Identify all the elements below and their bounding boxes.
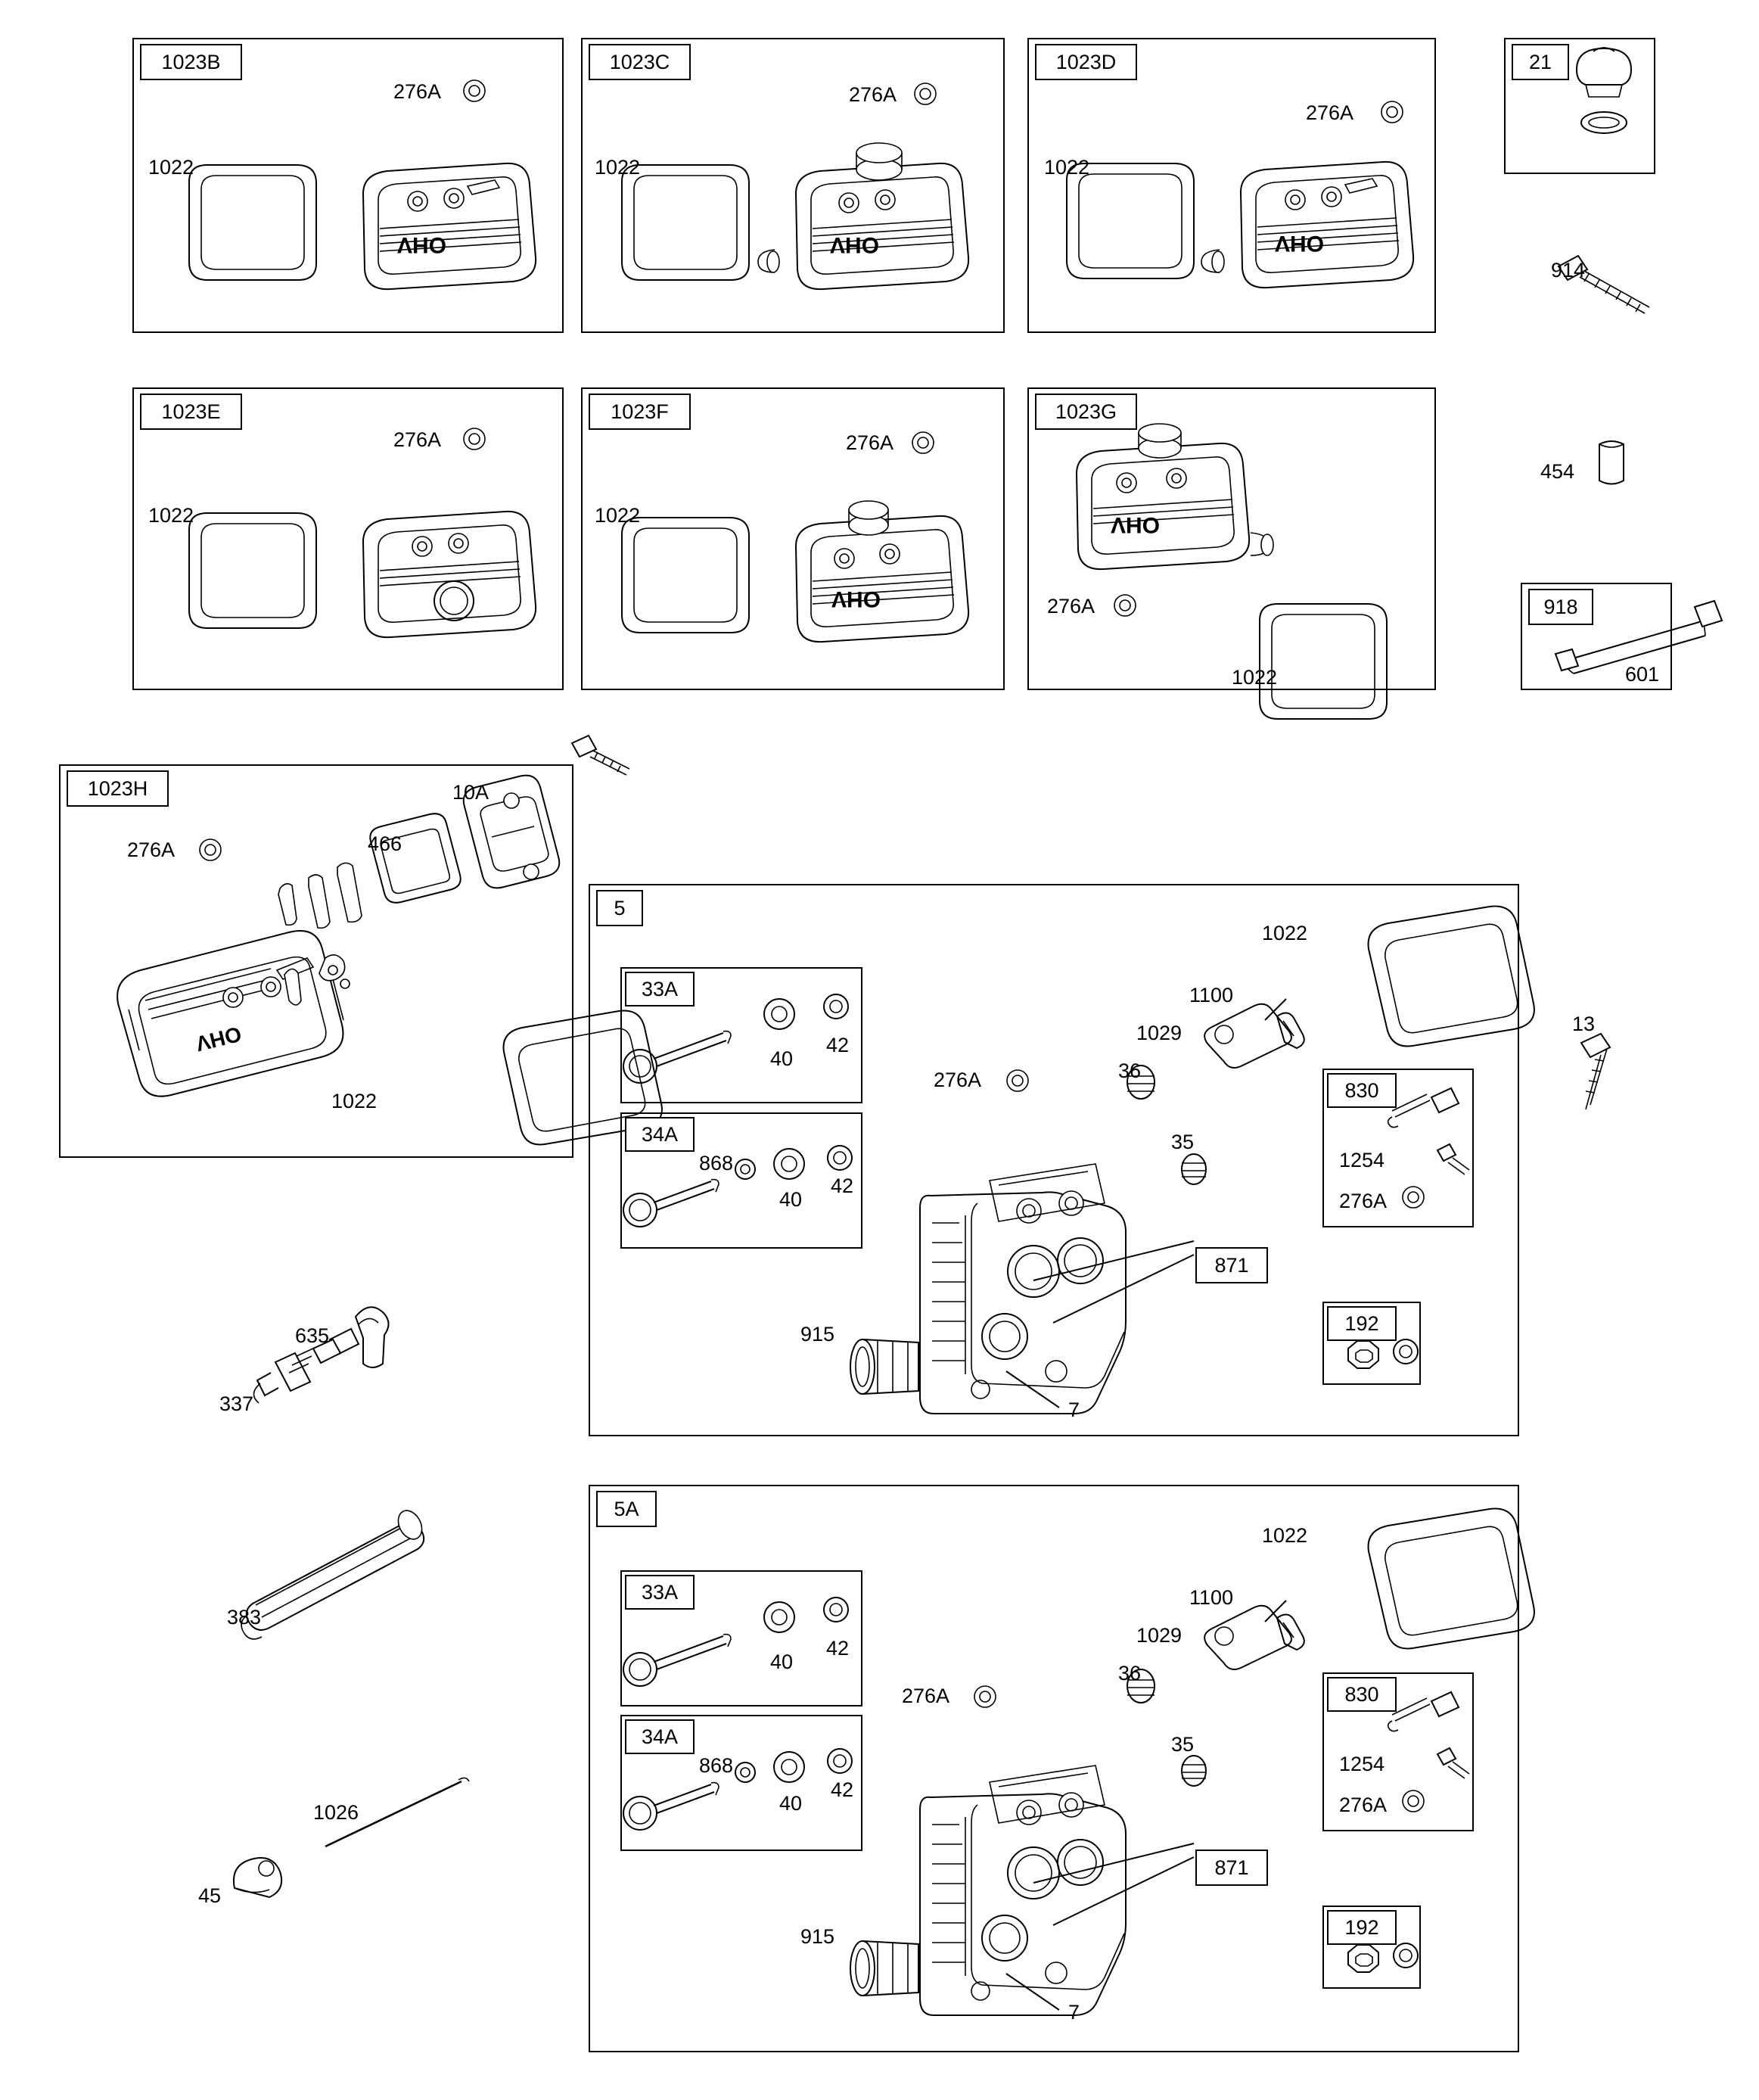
label-1254-p5: 1254 <box>1339 1149 1385 1171</box>
tag-871-p5A: 871 <box>1195 1850 1268 1886</box>
tag-192-p5: 192 <box>1327 1306 1397 1341</box>
tag-1023G: 1023G <box>1035 394 1137 430</box>
panel-1023E <box>132 387 564 690</box>
tag-1023B: 1023B <box>140 44 242 80</box>
tag-1023F: 1023F <box>589 394 691 430</box>
label-276A-1023D: 276A <box>1306 101 1354 124</box>
svg-text:OHV: OHV <box>1274 231 1324 256</box>
label-1022-1023H: 1022 <box>331 1090 378 1112</box>
panel-1023C <box>581 38 1005 333</box>
tag-871-p5: 871 <box>1195 1247 1268 1283</box>
label-1022-1023D: 1022 <box>1044 156 1090 179</box>
label-1022-1023C: 1022 <box>595 156 641 179</box>
label-13: 13 <box>1572 1013 1596 1035</box>
label-45: 45 <box>198 1884 222 1907</box>
label-1022-p5A: 1022 <box>1262 1524 1308 1547</box>
label-276A-1023C: 276A <box>849 83 897 106</box>
svg-text:OHV: OHV <box>829 232 879 257</box>
tag-5A: 5A <box>596 1491 657 1527</box>
label-337: 337 <box>219 1392 254 1415</box>
panel-1023H <box>59 764 573 1158</box>
label-276A-p5A: 276A <box>902 1685 950 1707</box>
svg-text:OHV: OHV <box>193 1022 244 1056</box>
label-1029-p5: 1029 <box>1136 1022 1183 1044</box>
label-915-p5: 915 <box>800 1323 835 1346</box>
label-868-34A-p5A: 868 <box>699 1754 734 1777</box>
tag-830-p5: 830 <box>1327 1073 1397 1108</box>
tag-34A-p5: 34A <box>625 1117 695 1152</box>
label-42-33A-p5: 42 <box>826 1034 850 1056</box>
label-466: 466 <box>368 832 402 855</box>
label-1022-p5: 1022 <box>1262 922 1308 944</box>
label-1029-p5A: 1029 <box>1136 1624 1183 1647</box>
label-42-34A-p5: 42 <box>831 1174 854 1197</box>
label-1022-1023B: 1022 <box>148 156 194 179</box>
tag-33A-p5: 33A <box>625 972 695 1006</box>
label-276A-1023B: 276A <box>393 80 442 103</box>
label-276A-830-p5A: 276A <box>1339 1794 1388 1816</box>
label-276A-1023G: 276A <box>1047 595 1095 618</box>
tag-1023C: 1023C <box>589 44 691 80</box>
panel-1023F <box>581 387 1005 690</box>
label-40-33A-p5: 40 <box>770 1047 794 1070</box>
tag-5: 5 <box>596 890 643 926</box>
label-276A-830-p5: 276A <box>1339 1190 1388 1212</box>
tag-830-p5A: 830 <box>1327 1677 1397 1712</box>
label-1022-1023F: 1022 <box>595 504 641 527</box>
label-1100-p5A: 1100 <box>1189 1586 1234 1609</box>
svg-text:OHV: OHV <box>831 586 881 611</box>
label-1026: 1026 <box>313 1801 359 1824</box>
label-276A-1023H: 276A <box>127 838 176 861</box>
panel-1023D <box>1027 38 1436 333</box>
label-276A-p5: 276A <box>934 1069 982 1091</box>
tag-1023E: 1023E <box>140 394 242 430</box>
label-276A-1023E: 276A <box>393 428 442 451</box>
svg-text:OHV: OHV <box>1110 512 1160 537</box>
label-36-p5: 36 <box>1118 1059 1142 1082</box>
tag-918: 918 <box>1528 589 1593 625</box>
panel-1023G <box>1027 387 1436 690</box>
tag-1023H: 1023H <box>67 770 169 807</box>
label-40-33A-p5A: 40 <box>770 1650 794 1673</box>
label-915-p5A: 915 <box>800 1925 835 1948</box>
label-35-p5: 35 <box>1171 1131 1195 1153</box>
tag-34A-p5A: 34A <box>625 1719 695 1754</box>
tag-192-p5A: 192 <box>1327 1910 1397 1945</box>
label-42-34A-p5A: 42 <box>831 1778 854 1801</box>
label-914: 914 <box>1551 259 1586 282</box>
tag-1023D: 1023D <box>1035 44 1137 80</box>
label-1022-1023E: 1022 <box>148 504 194 527</box>
svg-text:OHV: OHV <box>396 232 446 257</box>
label-36-p5A: 36 <box>1118 1662 1142 1685</box>
label-7-p5A: 7 <box>1068 2001 1080 2024</box>
label-454: 454 <box>1540 460 1575 483</box>
label-7-p5: 7 <box>1068 1398 1080 1421</box>
label-40-34A-p5A: 40 <box>779 1792 803 1815</box>
panel-1023B <box>132 38 564 333</box>
label-42-33A-p5A: 42 <box>826 1637 850 1660</box>
tag-33A-p5A: 33A <box>625 1575 695 1610</box>
label-383: 383 <box>227 1606 262 1629</box>
label-10A: 10A <box>452 781 489 804</box>
label-35-p5A: 35 <box>1171 1733 1195 1756</box>
label-1254-p5A: 1254 <box>1339 1753 1385 1775</box>
label-40-34A-p5: 40 <box>779 1188 803 1211</box>
label-868-34A-p5: 868 <box>699 1152 734 1174</box>
label-1100-p5: 1100 <box>1189 984 1234 1006</box>
label-276A-1023F: 276A <box>846 431 894 454</box>
tag-21: 21 <box>1512 44 1569 80</box>
label-601: 601 <box>1625 663 1660 686</box>
label-635: 635 <box>295 1324 330 1347</box>
label-1022-1023G: 1022 <box>1232 666 1278 689</box>
